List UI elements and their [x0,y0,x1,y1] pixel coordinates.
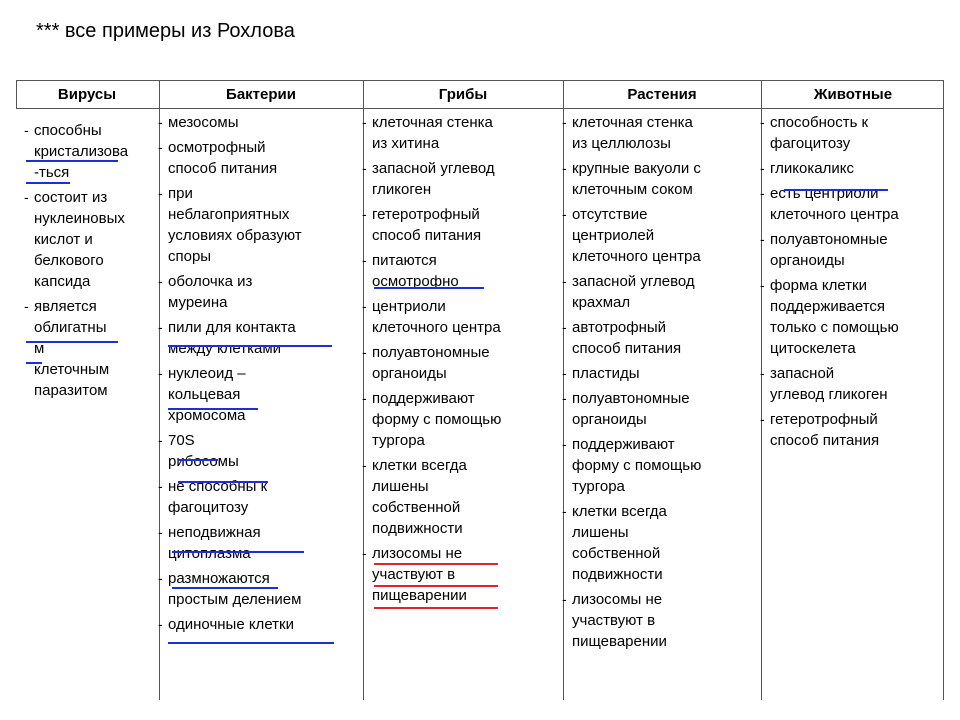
column-viruses [24,120,156,405]
item-marker: - [562,319,567,335]
list-item [562,589,758,652]
item-marker: - [158,478,163,494]
item-line: тургора [572,478,625,495]
item-line: не способны к [168,478,268,495]
list-item [760,158,942,179]
list-item [158,522,360,564]
list-item [760,112,942,154]
item-line: цитоскелета [770,340,856,357]
item-line: тургора [372,432,425,449]
item-line: одиночные клетки [168,616,294,633]
item-marker: - [158,616,163,632]
list-item [158,363,360,426]
item-marker: - [562,273,567,289]
item-marker: - [158,139,163,155]
header-bacteria: Бактерии [226,86,296,103]
list-item [362,112,560,154]
item-line: органоиды [572,411,647,428]
item-marker: - [24,298,29,314]
item-line: пищеварении [572,633,667,650]
item-marker: - [562,365,567,381]
item-line: простым делением [168,591,302,608]
item-line: собственной [372,499,461,516]
list-item [362,342,560,384]
list-item [562,363,758,384]
item-line: есть центриоли [770,185,879,202]
item-line: осмотрофный [168,139,266,156]
list-item [562,112,758,154]
item-marker: - [362,457,367,473]
highlight-underline [374,287,484,289]
item-marker: - [562,160,567,176]
highlight-underline [168,642,334,644]
item-line: между клетками [168,340,282,357]
list-item [562,204,758,267]
item-line: из целлюлозы [572,135,671,152]
item-line: пищеварении [372,587,467,604]
item-line: подвижности [372,520,463,537]
item-marker: - [158,319,163,335]
list-item [158,568,360,610]
item-line: подвижности [572,566,663,583]
item-line: способ питания [372,227,482,244]
item-marker: - [760,365,765,381]
item-line: цитоплазма [168,545,251,562]
highlight-underline [374,607,498,609]
page-title: *** все примеры из Рохлова [36,20,295,42]
item-line: капсида [34,273,91,290]
item-line: белкового [34,252,104,269]
item-marker: - [158,185,163,201]
item-marker: - [562,206,567,222]
item-line: фагоцитозу [168,499,249,516]
item-line: автотрофный [572,319,667,336]
column-animals [760,112,942,455]
highlight-underline [784,189,888,191]
highlight-underline [26,160,118,162]
item-marker: - [362,545,367,561]
item-line: питаются [372,252,437,269]
item-line: хромосома [168,407,246,424]
item-marker: - [562,390,567,406]
item-line: гетеротрофный [770,411,878,428]
item-marker: - [24,122,29,138]
column-fungi [362,112,560,610]
item-marker: - [562,503,567,519]
item-line: поддерживают [572,436,675,453]
list-item [562,271,758,313]
item-line: лишены [572,524,629,541]
item-marker: - [158,273,163,289]
item-line: органоиды [372,365,447,382]
list-item [362,204,560,246]
item-line: пили для контакта [168,319,296,336]
item-line: нуклеиновых [34,210,125,227]
item-marker: - [562,436,567,452]
item-marker: - [362,206,367,222]
item-line: гликокаликс [770,160,854,177]
list-item [158,112,360,133]
item-line: пластиды [572,365,640,382]
list-item [562,158,758,200]
list-item [24,120,156,183]
header-bottom-border [16,108,944,109]
list-item [760,275,942,359]
list-item [562,388,758,430]
item-line: нуклеоид – [168,365,246,382]
item-line: фагоцитозу [770,135,851,152]
item-line: кислот и [34,231,93,248]
item-marker: - [362,114,367,130]
table-top-border [16,80,944,81]
item-line: поддерживают [372,390,475,407]
item-line: лизосомы не [372,545,463,562]
item-line: способ питания [168,160,278,177]
item-line: клеточная стенка [372,114,493,131]
item-line: из хитина [372,135,440,152]
list-item [362,388,560,451]
list-item [362,455,560,539]
item-line: клеточного центра [372,319,501,336]
item-line: клеточного центра [770,206,899,223]
highlight-underline [168,345,332,347]
item-line: гетеротрофный [372,206,480,223]
item-marker: - [760,185,765,201]
item-line: запасной углевод [372,160,495,177]
highlight-underline [178,459,218,461]
item-marker: - [562,114,567,130]
list-item [562,501,758,585]
item-line: только с помощью [770,319,899,336]
item-marker: - [562,591,567,607]
column-bacteria [158,112,360,639]
item-marker: - [158,524,163,540]
item-line: м [34,340,45,357]
item-line: кольцевая [168,386,241,403]
item-line: лизосомы не [572,591,663,608]
item-line: оболочка из [168,273,253,290]
item-line: клеточного центра [572,248,701,265]
item-line: клеточным [34,361,110,378]
item-line: форму с помощью [572,457,702,474]
item-line: крупные вакуоли с [572,160,701,177]
item-marker: - [362,344,367,360]
item-line: облигатны [34,319,107,336]
item-marker: - [158,432,163,448]
header-viruses: Вирусы [57,86,117,103]
list-item [24,187,156,292]
grid-line-left [16,80,17,108]
list-item [24,296,156,401]
item-line: крахмал [572,294,631,311]
item-marker: - [760,411,765,427]
list-item [158,317,360,359]
item-line: лишены [372,478,429,495]
item-line: клетки всегда [572,503,667,520]
item-marker: - [158,114,163,130]
item-line: муреина [168,294,228,311]
highlight-underline [178,481,268,483]
header-fungi: Грибы [438,86,488,103]
item-line: гликоген [372,181,432,198]
item-marker: - [760,114,765,130]
list-item [760,409,942,451]
item-line: является [34,298,97,315]
item-line: форму с помощью [372,411,502,428]
item-line: осмотрофно [372,273,459,290]
item-line: кристализова [34,143,129,160]
header-animals: Животные [813,86,893,103]
item-line: способны [34,122,102,139]
highlight-underline [374,563,498,565]
item-line: собственной [572,545,661,562]
column-plants [562,112,758,656]
item-line: запасной [770,365,835,382]
list-item [562,317,758,359]
list-item [562,434,758,497]
item-marker: - [158,365,163,381]
item-marker: - [362,390,367,406]
item-line: центриолей [572,227,655,244]
item-marker: - [158,570,163,586]
item-marker: - [362,298,367,314]
item-marker: - [362,160,367,176]
list-item [760,363,942,405]
item-line: способ питания [770,432,880,449]
item-line: -ться [34,164,70,181]
item-line: рибосомы [168,453,239,470]
item-line: размножаются [168,570,270,587]
list-item [158,137,360,179]
item-line: отсутствие [572,206,648,223]
item-line: углевод гликоген [770,386,888,403]
item-line: органоиды [770,252,845,269]
header-plants: Растения [627,86,697,103]
item-line: паразитом [34,382,108,399]
highlight-underline [26,341,118,343]
item-line: состоит из [34,189,108,206]
item-marker: - [760,160,765,176]
item-line: способность к [770,114,869,131]
list-item [362,296,560,338]
item-marker: - [24,189,29,205]
list-item [158,183,360,267]
highlight-underline [172,587,278,589]
item-line: поддерживается [770,298,886,315]
item-line: при [168,185,193,202]
highlight-underline [168,408,258,410]
highlight-underline [374,585,498,587]
highlight-underline [26,182,70,184]
list-item [760,229,942,271]
item-line: условиях образуют [168,227,302,244]
highlight-underline [26,362,42,364]
item-line: мезосомы [168,114,239,131]
list-item [158,430,360,472]
item-line: неподвижная [168,524,261,541]
item-line: способ питания [572,340,682,357]
item-line: 70S [168,432,195,449]
item-line: форма клетки [770,277,867,294]
item-line: неблагоприятных [168,206,290,223]
item-line: полуавтономные [770,231,888,248]
list-item [362,250,560,292]
item-line: споры [168,248,212,265]
item-line: полуавтономные [572,390,690,407]
item-line: участвуют в [572,612,656,629]
item-line: клеточная стенка [572,114,693,131]
item-marker: - [760,277,765,293]
item-line: участвуют в [372,566,456,583]
item-line: центриоли [372,298,446,315]
item-marker: - [760,231,765,247]
list-item [362,543,560,606]
list-item [158,614,360,635]
highlight-underline [172,551,304,553]
item-line: клетки всегда [372,457,467,474]
list-item [362,158,560,200]
item-line: запасной углевод [572,273,695,290]
item-marker: - [362,252,367,268]
list-item [158,271,360,313]
grid-line-right [943,80,944,700]
item-line: клеточным соком [572,181,693,198]
item-line: полуавтономные [372,344,490,361]
